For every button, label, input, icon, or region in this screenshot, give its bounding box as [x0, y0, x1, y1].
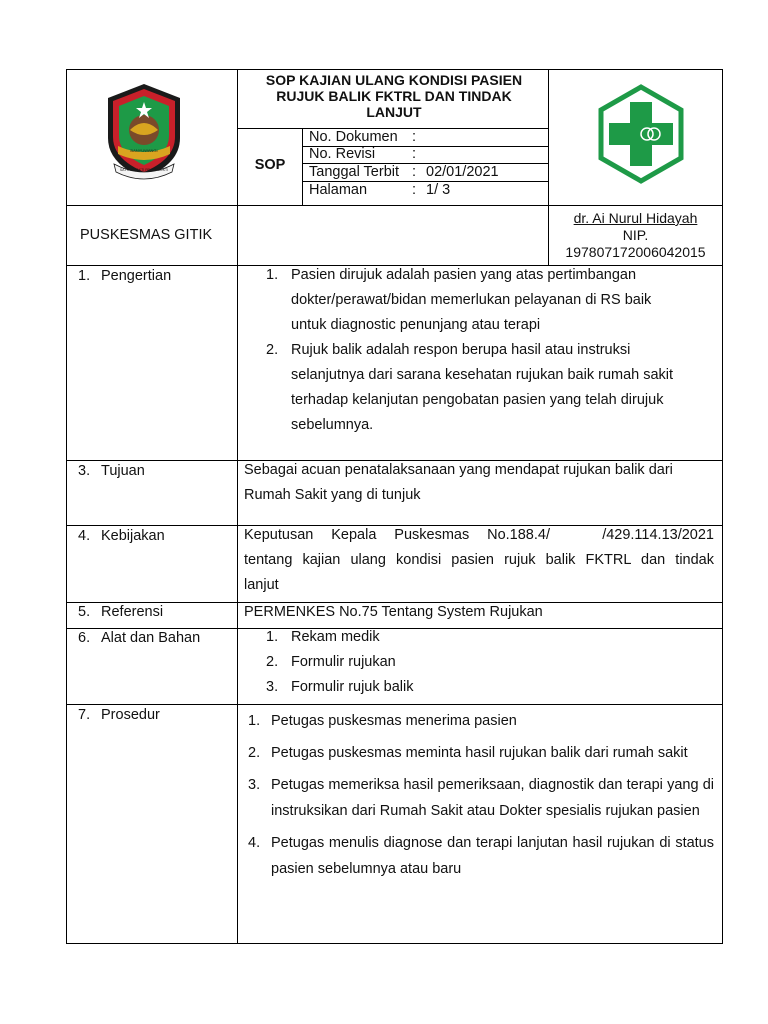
section-label-kebijakan: 4. Kebijakan — [78, 528, 165, 544]
nip-label: NIP. — [622, 227, 649, 243]
list-item: 4. Petugas menulis diagnose dan terapi lanjutan hasil rujukan di status pasien sebelumnya atau baru — [248, 835, 714, 877]
list-item: 1. Rekam medik — [266, 629, 380, 645]
regency-emblem-logo — [100, 80, 188, 184]
section-label-referensi: 5. Referensi — [78, 604, 164, 620]
page-row: Halaman : 1/ 3 — [309, 182, 451, 198]
list-item: 3. Petugas memeriksa hasil pemeriksaan, diagnostik dan terapi yang di instruksikan dari Rumah Sakit atau Dokter spesialis rujukan pasien — [248, 777, 714, 819]
pengertian-list — [266, 263, 716, 438]
list-item: 1. Pasien dirujuk adalah pasien yang atas pertimbangan dokter/perawat/bidan memerlukan pelayanan di RS baik untuk diagnostic penunjang atau terapi — [266, 267, 652, 333]
doc-number-row: No. Dokumen : — [309, 129, 417, 145]
puskesmas-logo — [597, 84, 685, 184]
list-item: 1. Petugas puskesmas menerima pasien — [248, 713, 517, 729]
revision-row: No. Revisi : — [309, 146, 417, 162]
list-item: 2. Petugas puskesmas meminta hasil rujukan balik dari rumah sakit — [248, 745, 688, 761]
list-item: 3. Formulir rujuk balik — [266, 679, 414, 695]
kebijakan-text: Keputusan Kepala Puskesmas No.188.4/ /429.114.13/2021 tentang kajian ulang kondisi pasien rujuk balik FKTRL dan tindak lanjut — [244, 527, 714, 593]
puskesmas-name: PUSKESMAS GITIK — [80, 227, 213, 243]
emblem-ribbon-text: BANYUWANGI — [130, 148, 158, 153]
sop-title: SOP KAJIAN ULANG KONDISI PASIEN RUJUK BALIK FKTRL DAN TINDAK LANJUT — [265, 72, 523, 120]
tujuan-text: Sebagai acuan penatalaksanaan yang mendapat rujukan balik dari Rumah Sakit yang di tunjuk — [244, 462, 673, 503]
prosedur-list — [248, 708, 714, 888]
referensi-text: PERMENKES No.75 Tentang System Rujukan — [244, 604, 543, 620]
alat-bahan-list — [266, 625, 716, 700]
emblem-motto-text: SATYA BHAKTI PRAJA MUKTI — [119, 168, 169, 172]
issue-date-row: Tanggal Terbit : 02/01/2021 — [309, 164, 499, 180]
section-label-prosedur: 7. Prosedur — [78, 707, 160, 723]
nip-number: 197807172006042015 — [565, 244, 706, 260]
sop-label: SOP — [254, 157, 286, 173]
signature-block — [550, 210, 721, 261]
list-item: 2. Rujuk balik adalah respon berupa hasil atau instruksi selanjutnya dari sarana kesehatan rujukan baik rumah sakit terhadap kelanjutan pengobatan pasien yang telah dirujuk sebelumnya. — [266, 342, 674, 433]
section-label-pengertian: 1. Pengertian — [78, 268, 172, 284]
list-item: 2. Formulir rujukan — [266, 654, 396, 670]
signatory-name: dr. Ai Nurul Hidayah — [573, 210, 698, 226]
section-label-tujuan: 3. Tujuan — [78, 463, 145, 479]
section-label-alat-bahan: 6. Alat dan Bahan — [78, 630, 201, 646]
